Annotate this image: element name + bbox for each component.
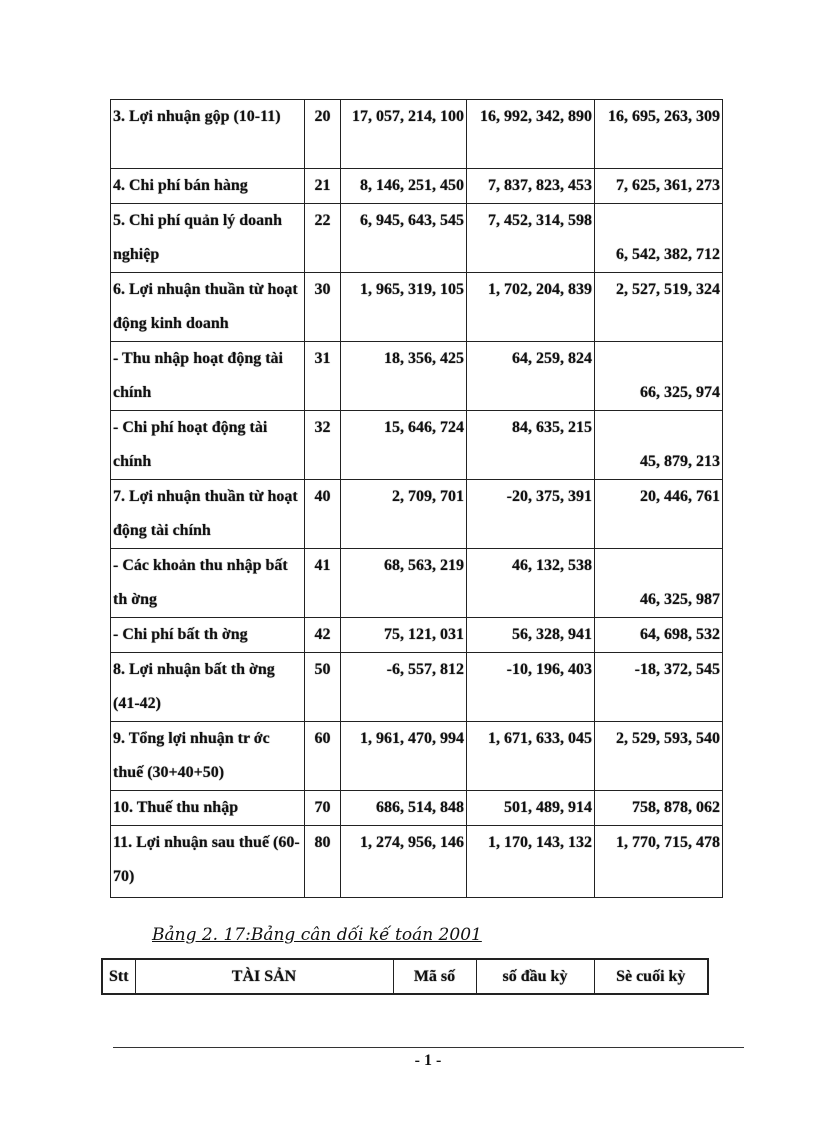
row-code: 22	[305, 204, 341, 273]
row-value-1: 75, 121, 031	[341, 618, 467, 653]
table-caption: Bảng 2. 17:Bảng cân dối kế toán 2001	[152, 925, 482, 945]
page-number: - 1 -	[414, 1052, 442, 1069]
row-value-2: 1, 170, 143, 132	[467, 826, 595, 898]
row-value-3: 45, 879, 213	[595, 411, 723, 480]
row-value-2: 7, 452, 314, 598	[467, 204, 595, 273]
row-value-2: 64, 259, 824	[467, 342, 595, 411]
row-value-3: 2, 529, 593, 540	[595, 722, 723, 791]
row-value-1: 1, 274, 956, 146	[341, 826, 467, 898]
table-row	[111, 826, 723, 898]
row-value-1: 1, 961, 470, 994	[341, 722, 467, 791]
row-value-3: 1, 770, 715, 478	[595, 826, 723, 898]
row-item-label: - Các khoản thu nhập bất th ờng	[111, 549, 305, 618]
row-code: 70	[305, 791, 341, 826]
row-value-3: 7, 625, 361, 273	[595, 169, 723, 204]
row-value-2: -20, 375, 391	[467, 480, 595, 549]
row-item-label: 8. Lợi nhuận bất th ờng (41-42)	[111, 653, 305, 722]
table-header-row	[102, 959, 708, 994]
header-stt: Stt	[102, 959, 135, 994]
footer-divider	[113, 1047, 744, 1048]
row-item-label: 3. Lợi nhuận gộp (10-11)	[111, 100, 305, 169]
row-value-2: 1, 702, 204, 839	[467, 273, 595, 342]
row-value-1: 18, 356, 425	[341, 342, 467, 411]
row-item-label: 10. Thuế thu nhập	[111, 791, 305, 826]
row-code: 40	[305, 480, 341, 549]
row-code: 42	[305, 618, 341, 653]
row-code: 41	[305, 549, 341, 618]
row-code: 32	[305, 411, 341, 480]
row-value-2: -10, 196, 403	[467, 653, 595, 722]
table-row	[111, 273, 723, 342]
table-row	[111, 100, 723, 169]
table-row	[111, 342, 723, 411]
row-value-1: 68, 563, 219	[341, 549, 467, 618]
row-value-1: -6, 557, 812	[341, 653, 467, 722]
balance-sheet-header-table	[101, 958, 709, 995]
row-value-2: 1, 671, 633, 045	[467, 722, 595, 791]
row-code: 80	[305, 826, 341, 898]
row-value-2: 7, 837, 823, 453	[467, 169, 595, 204]
row-item-label: - Chi phí bất th ờng	[111, 618, 305, 653]
row-item-label: 9. Tổng lợi nhuận tr ớc thuế (30+40+50)	[111, 722, 305, 791]
table-row	[111, 791, 723, 826]
header-assets: TÀI SẢN	[135, 959, 393, 994]
row-value-1: 17, 057, 214, 100	[341, 100, 467, 169]
row-value-1: 1, 965, 319, 105	[341, 273, 467, 342]
table-row	[111, 618, 723, 653]
row-code: 30	[305, 273, 341, 342]
table-row	[111, 169, 723, 204]
row-item-label: 11. Lợi nhuận sau thuế (60-70)	[111, 826, 305, 898]
table-row	[111, 722, 723, 791]
row-code: 50	[305, 653, 341, 722]
table-row	[111, 549, 723, 618]
row-value-3: -18, 372, 545	[595, 653, 723, 722]
row-item-label: 4. Chi phí bán hàng	[111, 169, 305, 204]
row-value-3: 6, 542, 382, 712	[595, 204, 723, 273]
row-value-2: 501, 489, 914	[467, 791, 595, 826]
row-item-label: - Thu nhập hoạt động tài chính	[111, 342, 305, 411]
row-item-label: 7. Lợi nhuận thuần từ hoạt động tài chính	[111, 480, 305, 549]
row-value-2: 56, 328, 941	[467, 618, 595, 653]
row-code: 20	[305, 100, 341, 169]
table-row	[111, 204, 723, 273]
row-item-label: 5. Chi phí quản lý doanh nghiệp	[111, 204, 305, 273]
row-value-3: 64, 698, 532	[595, 618, 723, 653]
row-value-3: 46, 325, 987	[595, 549, 723, 618]
row-value-2: 46, 132, 538	[467, 549, 595, 618]
row-value-1: 8, 146, 251, 450	[341, 169, 467, 204]
row-value-3: 2, 527, 519, 324	[595, 273, 723, 342]
table-row	[111, 411, 723, 480]
row-value-1: 2, 709, 701	[341, 480, 467, 549]
row-code: 60	[305, 722, 341, 791]
row-value-3: 66, 325, 974	[595, 342, 723, 411]
table-row	[111, 653, 723, 722]
row-item-label: 6. Lợi nhuận thuần từ hoạt động kinh doanh	[111, 273, 305, 342]
table-row	[111, 480, 723, 549]
row-value-1: 15, 646, 724	[341, 411, 467, 480]
header-end-balance: Sè cuối kỳ	[594, 959, 708, 994]
income-statement-table	[110, 99, 723, 898]
row-value-1: 6, 945, 643, 545	[341, 204, 467, 273]
row-value-3: 758, 878, 062	[595, 791, 723, 826]
header-code: Mã số	[393, 959, 476, 994]
row-value-2: 84, 635, 215	[467, 411, 595, 480]
row-value-3: 16, 695, 263, 309	[595, 100, 723, 169]
row-value-2: 16, 992, 342, 890	[467, 100, 595, 169]
row-code: 21	[305, 169, 341, 204]
row-code: 31	[305, 342, 341, 411]
row-value-3: 20, 446, 761	[595, 480, 723, 549]
row-item-label: - Chi phí hoạt động tài chính	[111, 411, 305, 480]
row-value-1: 686, 514, 848	[341, 791, 467, 826]
header-begin-balance: số đầu kỳ	[476, 959, 594, 994]
